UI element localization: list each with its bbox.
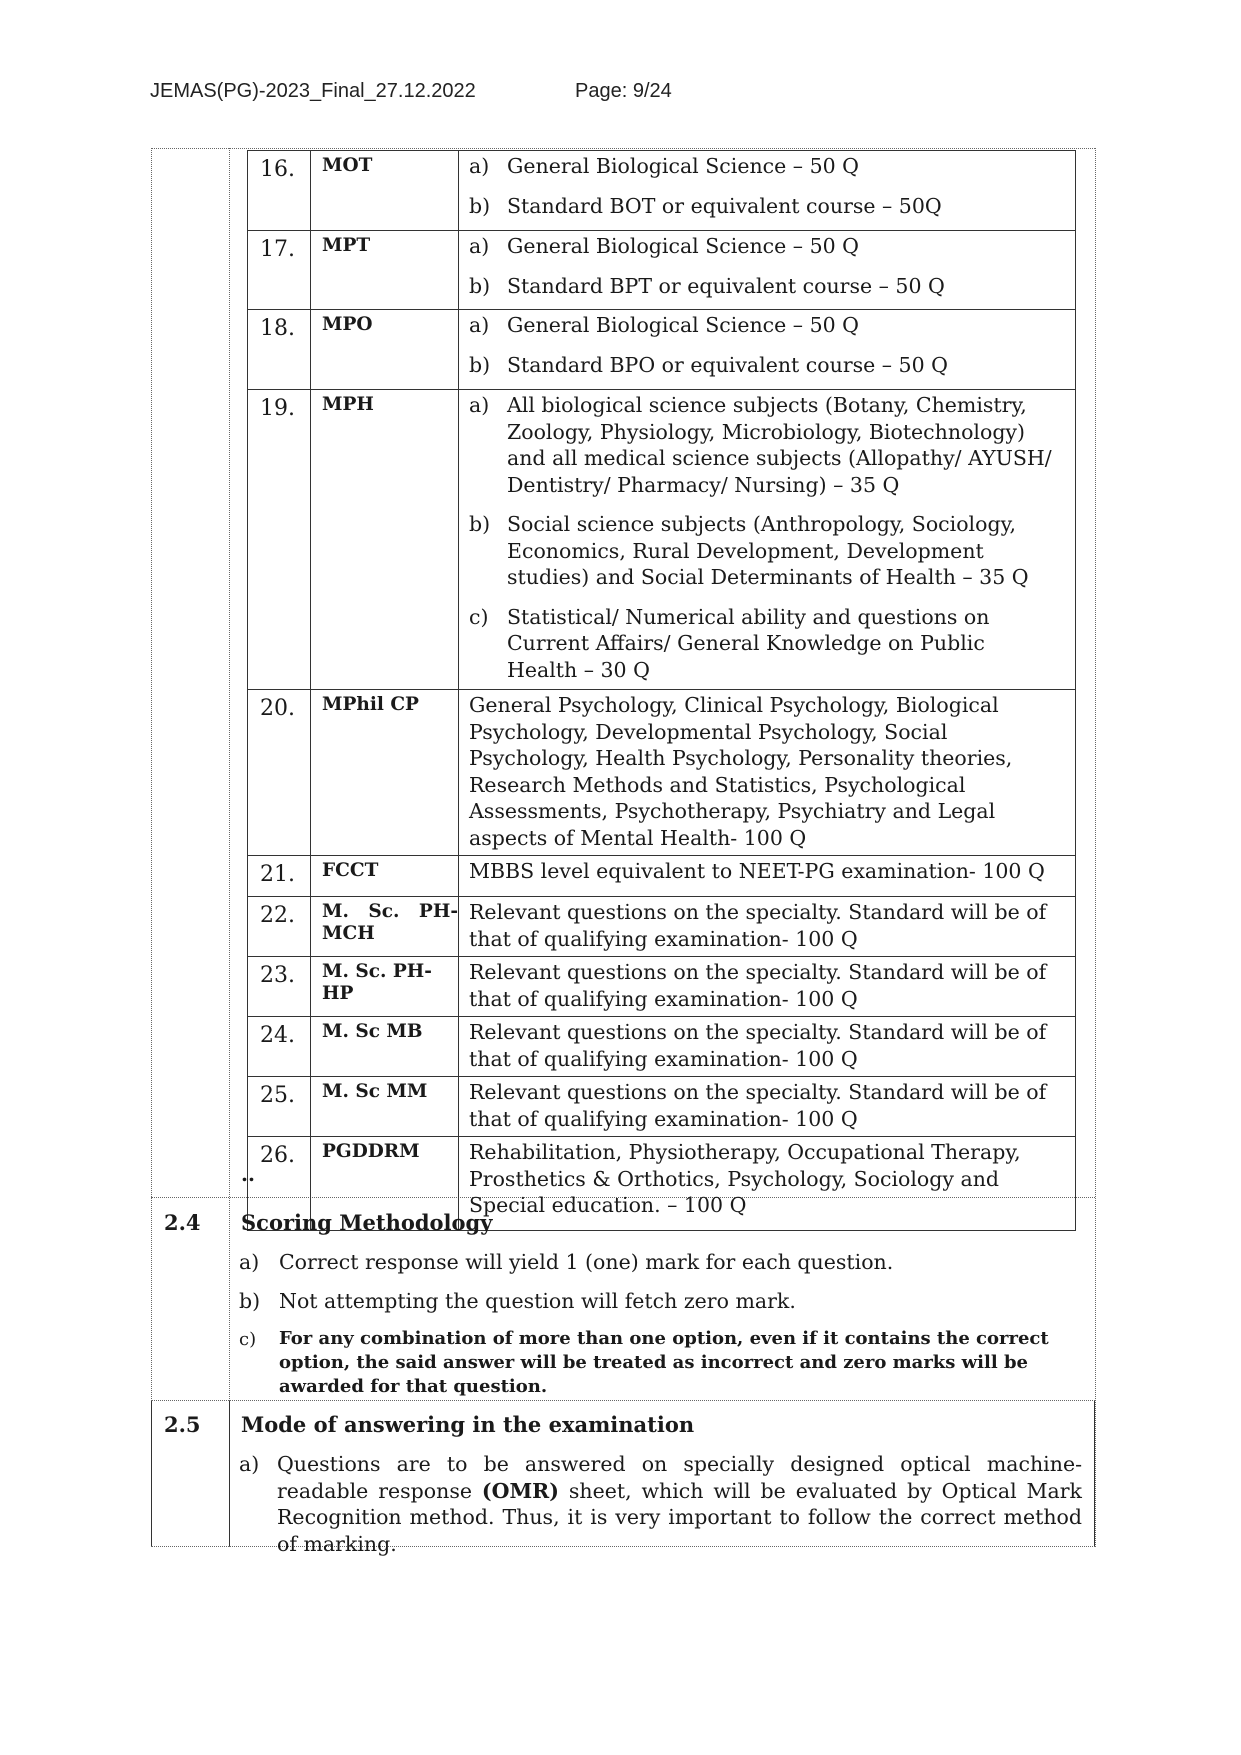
table-trailer: ..: [241, 1162, 255, 1186]
section-title: Mode of answering in the examination: [241, 1412, 695, 1437]
item-text: Questions are to be answered on specially designed optical machine-readable response (OMR) sheet, which will be evaluated by Optical Mark Recognition method. Thus, it is very important to follow the correct method of marking.: [277, 1452, 1082, 1556]
table-row: [248, 1017, 1076, 1077]
course-syllabus: Relevant questions on the specialty. Standard will be of that of qualifying examination- 100 Q: [459, 1077, 1076, 1137]
table-row: [248, 957, 1076, 1017]
table-row: [248, 310, 1076, 390]
row-number: 23.: [248, 957, 311, 1017]
course-syllabus: Rehabilitation, Physiotherapy, Occupational Therapy, Prosthetics & Orthotics, Psychology, Sociology and Special education. – 100 Q: [459, 1137, 1076, 1231]
course-syllabus: [459, 390, 1076, 690]
course-code: MPH: [311, 390, 459, 690]
option-label: b): [469, 193, 491, 218]
item-label: c): [239, 1329, 257, 1350]
course-code: MPT: [311, 231, 459, 310]
option-label: a): [469, 393, 490, 417]
page-header: [150, 80, 672, 103]
list-item: [239, 1249, 1082, 1276]
course-code: FCCT: [311, 856, 459, 897]
item-text: Correct response will yield 1 (one) mark for each question.: [279, 1250, 894, 1274]
option-label: a): [469, 313, 490, 337]
option-label: a): [469, 234, 490, 258]
table-row: [248, 1077, 1076, 1137]
row-number: 24.: [248, 1017, 311, 1077]
course-code: M. Sc MB: [311, 1017, 459, 1077]
option-text: Social science subjects (Anthropology, Sociology, Economics, Rural Development, Development studies) and Social Determinants of Health – 35 Q: [507, 512, 1029, 589]
option-label: a): [469, 154, 490, 178]
row-number: 21.: [248, 856, 311, 897]
item-label: b): [239, 1289, 261, 1313]
course-syllabus: Relevant questions on the specialty. Standard will be of that of qualifying examination- 100 Q: [459, 897, 1076, 957]
section-number: 2.5: [164, 1412, 201, 1437]
course-code: MPhil CP: [311, 690, 459, 856]
option-text: General Biological Science – 50 Q: [507, 234, 859, 258]
row-number: 20.: [248, 690, 311, 856]
course-code: MOT: [311, 151, 459, 231]
row-number: 18.: [248, 310, 311, 390]
list-item: [239, 1451, 1082, 1557]
row-number: 17.: [248, 231, 311, 310]
course-code: M. Sc. PH-MCH: [311, 897, 459, 957]
row-number: 26.: [248, 1137, 311, 1231]
table-row: [248, 231, 1076, 310]
row-number: 25.: [248, 1077, 311, 1137]
course-syllabus: Relevant questions on the specialty. Standard will be of that of qualifying examination- 100 Q: [459, 1017, 1076, 1077]
course-code: M. Sc. PH-HP: [311, 957, 459, 1017]
option-label: b): [469, 273, 491, 298]
table-row: [248, 151, 1076, 231]
option-label: c): [469, 604, 489, 629]
page-number: Page: 9/24: [575, 80, 672, 102]
table-row: [248, 390, 1076, 690]
course-code: PGDDRM: [311, 1137, 459, 1231]
course-code: M. Sc MM: [311, 1077, 459, 1137]
section-title: Scoring Methodology: [241, 1210, 493, 1235]
row-number: 19.: [248, 390, 311, 690]
list-item: [239, 1288, 1082, 1315]
option-text: Statistical/ Numerical ability and questions on Current Affairs/ General Knowledge on Public Health – 30 Q: [507, 604, 990, 682]
table-row: [248, 856, 1076, 897]
option-text: Standard BPO or equivalent course – 50 Q: [507, 352, 948, 377]
course-syllabus: [459, 310, 1076, 390]
row-number: 22.: [248, 897, 311, 957]
table-row: [248, 897, 1076, 957]
option-text: All biological science subjects (Botany, Chemistry, Zoology, Physiology, Microbiology, Biotechnology) and all medical science subjects (Allopathy/ AYUSH/ Dentistry/ Pharmacy/ Nursing) – 35 Q: [507, 393, 1052, 497]
table-row: [248, 690, 1076, 856]
document-id: JEMAS(PG)-2023_Final_27.12.2022: [150, 80, 476, 102]
course-code: MPO: [311, 310, 459, 390]
course-syllabus: Relevant questions on the specialty. Standard will be of that of qualifying examination- 100 Q: [459, 957, 1076, 1017]
list-item: [239, 1327, 1082, 1399]
item-label: a): [239, 1452, 260, 1476]
option-text: Standard BOT or equivalent course – 50Q: [507, 193, 942, 218]
course-syllabus: [459, 231, 1076, 310]
course-syllabus: General Psychology, Clinical Psychology, Biological Psychology, Developmental Psychology, Social Psychology, Health Psychology, Personality theories, Research Methods and Statistics, Psychological Assessments, Psychotherapy, Psychiatry and Legal aspects of Mental Health- 100 Q: [459, 690, 1076, 856]
option-text: Standard BPT or equivalent course – 50 Q: [507, 273, 945, 298]
course-syllabus-table: [247, 150, 1076, 1231]
item-text: For any combination of more than one option, even if it contains the correct option, the said answer will be treated as incorrect and zero marks will be awarded for that question.: [279, 1328, 1049, 1397]
option-text: General Biological Science – 50 Q: [507, 154, 859, 178]
item-label: a): [239, 1250, 260, 1274]
option-text: General Biological Science – 50 Q: [507, 313, 859, 337]
option-label: b): [469, 352, 491, 377]
course-syllabus: MBBS level equivalent to NEET-PG examination- 100 Q: [459, 856, 1076, 897]
item-text: Not attempting the question will fetch zero mark.: [279, 1289, 796, 1313]
section-number: 2.4: [164, 1210, 201, 1235]
option-label: b): [469, 512, 491, 536]
row-number: 16.: [248, 151, 311, 231]
course-syllabus: [459, 151, 1076, 231]
